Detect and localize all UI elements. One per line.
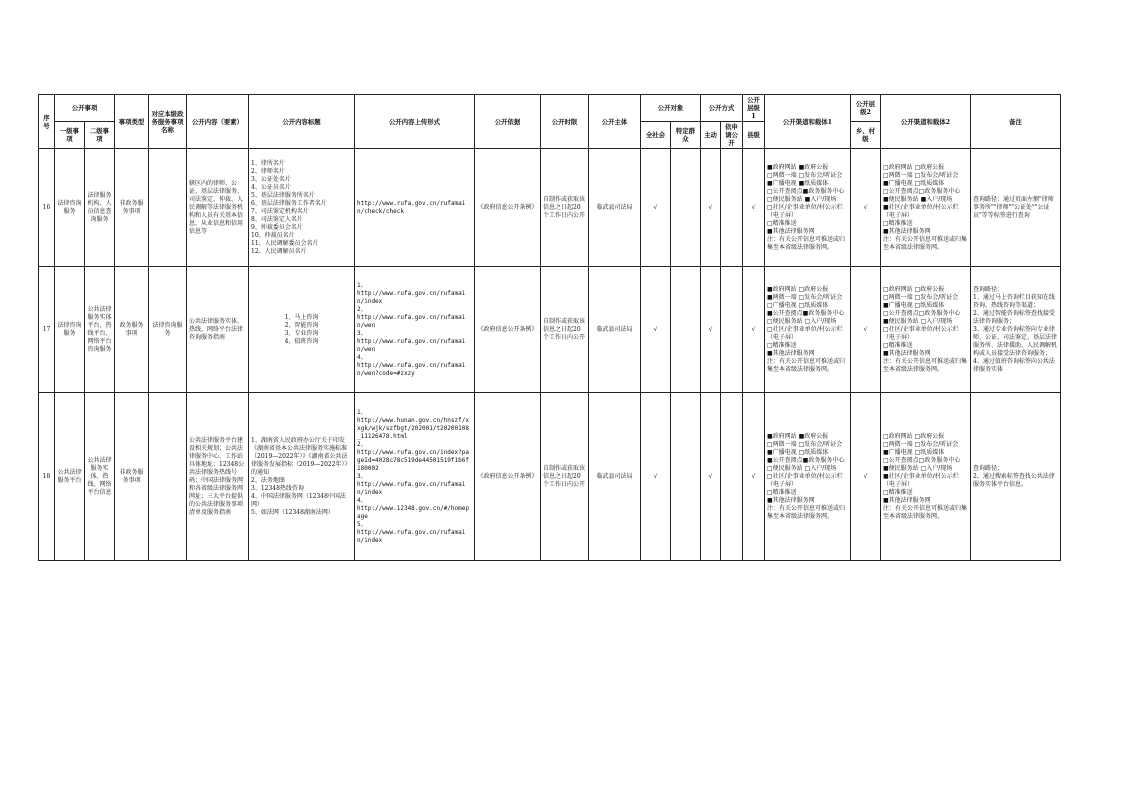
cell-basis: 《政府信息公开条例》 xyxy=(475,393,541,561)
cell-channel1: ■政府网站 ■政府公报 □两微一端 □发布会/听证会 ■广播电视 ■纸质媒体 □公开查阅点■政务服务中心 □便民服务站 ■入户/现场 □社区/企事业单位/村公示栏（电子屏） □精准推送 ■其他法律服务网 注：有关公开信息可推送或归集至本省级法律服务网。 xyxy=(765,149,851,267)
cell-level1: 公共法律服务平台 xyxy=(55,393,85,561)
cell-upload-form: 1、 http://www.hunan.gov.cn/hnszf/xxgk/wjk/szfbgt/202001/t20200108_11126478.html 2、 http://www.rufa.gov.cn/index?pageId=4028c78c519de44501519f1b6f180002 3、 http://www.rufa.gov.cn/rufamain/index 4、 http://www.12348.gov.cn/#/homepage 5、 http://www.rufa.gov.cn/rufamain/index xyxy=(355,393,475,561)
header-level1: 一级事项 xyxy=(55,122,85,149)
cell-type: 政务服务事项 xyxy=(115,267,149,393)
header-target-specific: 特定群众 xyxy=(671,122,701,149)
cell-content-elements: 公共法律服务平台建设相关规划；公共法律服务中心、工作站具体地址；12348公共法律服务热线号码；中国法律服务网和各省级法律服务网网址；三大平台提供的公共法律服务事项清单及服务指南 xyxy=(187,393,249,561)
cell-method-active: √ xyxy=(701,393,721,561)
cell-channel2: □政府网站 □政府公报 □两微一端 □发布会/听证会 ■广播电视 □纸质媒体 □公开查阅点□政务服务中心 ■便民服务站 ■入户/现场 ■社区/企事业单位/村公示栏（电子屏） □精准推送 ■其他法律服务网 注：有关公开信息可推送或归集至本省级法律服务网。 xyxy=(881,149,971,267)
cell-remark: 查询路径：通过页面左侧"律师事务所""律师""公证处""公证员"等等标签进行查询 xyxy=(971,149,1061,267)
cell-upload-form: http://www.rufa.gov.cn/rufamain/check/check xyxy=(355,149,475,267)
cell-seq: 18 xyxy=(39,393,55,561)
header-upload-form: 公开内容上传形式 xyxy=(355,95,475,149)
table-row xyxy=(39,149,1061,267)
header-level-township: 乡、村级 xyxy=(851,122,881,149)
cell-catalog xyxy=(149,149,187,267)
cell-subject: 临武县司法局 xyxy=(589,149,641,267)
cell-time-limit: 自制作或获取该信息之日起20个工作日内公开 xyxy=(541,267,589,393)
cell-target-specific xyxy=(671,149,701,267)
header-items: 公开事项 xyxy=(55,95,115,122)
cell-target-all: √ xyxy=(641,149,671,267)
cell-method-request xyxy=(721,149,743,267)
cell-target-specific xyxy=(671,267,701,393)
header-level-1: 公开层级1 xyxy=(743,95,765,122)
cell-type: 非政务服务事项 xyxy=(115,149,149,267)
cell-time-limit: 自制作或获取该信息之日起20个工作日内公开 xyxy=(541,149,589,267)
cell-seq: 17 xyxy=(39,267,55,393)
cell-remark: 查询路径： 2、通过搜索标签查找公共法律服务实体平台信息。 xyxy=(971,393,1061,561)
header-target: 公开对象 xyxy=(641,95,701,122)
cell-content-elements: 辖区内的律师、公证、基层法律服务、司法鉴定、仲裁、人民调解等法律服务机构和人员有关基本信息、从业信息和信用信息等 xyxy=(187,149,249,267)
cell-method-request xyxy=(721,393,743,561)
cell-content-titles: 1、湖南省人民政府办公厅关于印发《湖南省基本公共法律服务实施标准（2019—2022年）》《湖南省公共法律服务发展指标（2019—2022年）》的通知 2、法务地图 3、12348热线咨询 4、中国法律服务网（12348中国法网） 5、如法网（12348湖南法网） xyxy=(249,393,355,561)
cell-content-elements: 公共法律服务实体、热线、网络平台法律咨询服务指南 xyxy=(187,267,249,393)
cell-level2: 公共法律服务实体、热线、网络平台信息 xyxy=(85,393,115,561)
cell-content-titles: 1、律所名片 2、律师名片 3、公证处名片 4、公证员名片 5、基层法律服务所名片 6、基层法律服务工作者名片 7、司法鉴定机构名片 8、司法鉴定人名片 9、仲裁委员会名片 10、仲裁员名片 11、人民调解委员会名片 12、人民调解员名片 xyxy=(249,149,355,267)
cell-remark xyxy=(971,267,1061,393)
cell-target-all: √ xyxy=(641,393,671,561)
cell-upload-form: 1、 http://www.rufa.gov.cn/rufamain/index 2、 http://www.rufa.gov.cn/rufamain/wen 3、 http://www.rufa.gov.cn/rufamain/wen 4、 http://www.rufa.gov.cn/rufamain/wen?code=#zxzy xyxy=(355,267,475,393)
cell-level-township: √ xyxy=(851,267,881,393)
header-catalog: 对应本级政务服务事项名称 xyxy=(149,95,187,149)
cell-level-township: √ xyxy=(851,393,881,561)
cell-catalog xyxy=(149,393,187,561)
cell-content-titles: 1、马上咨询 2、智能咨询 3、专业咨询 4、值班咨询 xyxy=(249,267,355,393)
cell-seq: 16 xyxy=(39,149,55,267)
cell-target-specific xyxy=(671,393,701,561)
header-method-request: 依申请公开 xyxy=(721,122,743,149)
cell-level-county: √ xyxy=(743,393,765,561)
header-remark: 备注 xyxy=(971,95,1061,149)
cell-level1: 法律咨询服务 xyxy=(55,267,85,393)
remark-text: 查询路径： 1、通过马上咨询栏目获知在线咨询、热线咨询等渠道； 2、通过智能咨询标签查找接受法律咨询服务； 3、通过专业咨询标签向专业律师、公证、司法鉴定、基层法律服务所、法律援助、人民调解机构或人员接受法律咨询服务； 4、通过值班咨询标签向公共法律服务实体 xyxy=(973,285,1058,373)
header-content-elements: 公开内容（要素） xyxy=(187,95,249,149)
header-method-active: 主动 xyxy=(701,122,721,149)
cell-channel2: □政府网站 □政府公报 □两微一端 □发布会/听证会 ■广播电视 □纸质媒体 □公开查阅点□政务服务中心 ■便民服务站 □入户/现场 □社区/企事业单位/村公示栏（电子屏） □精准推送 ■其他法律服务网 注：有关公开信息可推送或归集至本省级法律服务网。 xyxy=(881,267,971,393)
cell-basis: 《政府信息公开条例》 xyxy=(475,149,541,267)
cell-level2: 公共法律服务实体平台、热线平台、网络平台咨询服务 xyxy=(85,267,115,393)
cell-subject: 临武县司法局 xyxy=(589,267,641,393)
header-time-limit: 公开时限 xyxy=(541,95,589,149)
header-level-2: 公开层级2 xyxy=(851,95,881,122)
cell-level-county: √ xyxy=(743,149,765,267)
cell-channel1: ■政府网站 □政府公报 ■两微一端 □发布会/听证会 □广播电视 □纸质媒体 ■公开查阅点■政务服务中心 □便民服务站 □入户/现场 □社区/企事业单位/村公示栏（电子屏） □精准推送 ■其他法律服务网 注：有关公开信息可推送或归集至本省级法律服务网。 xyxy=(765,267,851,393)
cell-subject: 临武县司法局 xyxy=(589,393,641,561)
cell-channel2: □政府网站 □政府公报 □两微一端 □发布会/听证会 ■广播电视 □纸质媒体 □公开查阅点□政务服务中心 ■便民服务站 □入户/现场 ■社区/企事业单位/村公示栏（电子屏） □精准推送 ■其他法律服务网 注：有关公开信息可推送或归集至本省级法律服务网。 xyxy=(881,393,971,561)
cell-method-active: √ xyxy=(701,149,721,267)
header-seq: 序号 xyxy=(39,95,55,149)
cell-level-county: √ xyxy=(743,267,765,393)
header-channel1: 公开渠道和载体1 xyxy=(765,95,851,149)
header-method: 公开方式 xyxy=(701,95,743,122)
header-target-all: 全社会 xyxy=(641,122,671,149)
header-level-county: 县级 xyxy=(743,122,765,149)
cell-method-active: √ xyxy=(701,267,721,393)
cell-catalog: 法律咨询服务 xyxy=(149,267,187,393)
cell-level1: 法律咨询服务 xyxy=(55,149,85,267)
cell-level-township: √ xyxy=(851,149,881,267)
header-subject: 公开主体 xyxy=(589,95,641,149)
cell-basis: 《政府信息公开条例》 xyxy=(475,267,541,393)
table-row xyxy=(39,393,1061,561)
header-channel2: 公开渠道和载体2 xyxy=(881,95,971,149)
cell-type: 非政务服务事项 xyxy=(115,393,149,561)
cell-level2: 法律服务机构、人员信息查询服务 xyxy=(85,149,115,267)
table-row xyxy=(39,267,1061,393)
cell-target-all: √ xyxy=(641,267,671,393)
cell-time-limit: 自制作或获取该信息之日起20个工作日内公开 xyxy=(541,393,589,561)
disclosure-table xyxy=(38,94,1061,561)
cell-channel1: ■政府网站 ■政府公报 □两微一端 □发布会/听证会 ■广播电视 □纸质媒体 ■公开查阅点■政务服务中心 □便民服务站 □入户/现场 □社区/企事业单位/村公示栏（电子屏） □精准推送 ■其他法律服务网 注：有关公开信息可推送或归集至本省级法律服务网。 xyxy=(765,393,851,561)
header-content-titles: 公开内容标题 xyxy=(249,95,355,149)
header-level2: 二级事项 xyxy=(85,122,115,149)
header-type: 事项类型 xyxy=(115,95,149,149)
header-basis: 公开依据 xyxy=(475,95,541,149)
cell-method-request xyxy=(721,267,743,393)
